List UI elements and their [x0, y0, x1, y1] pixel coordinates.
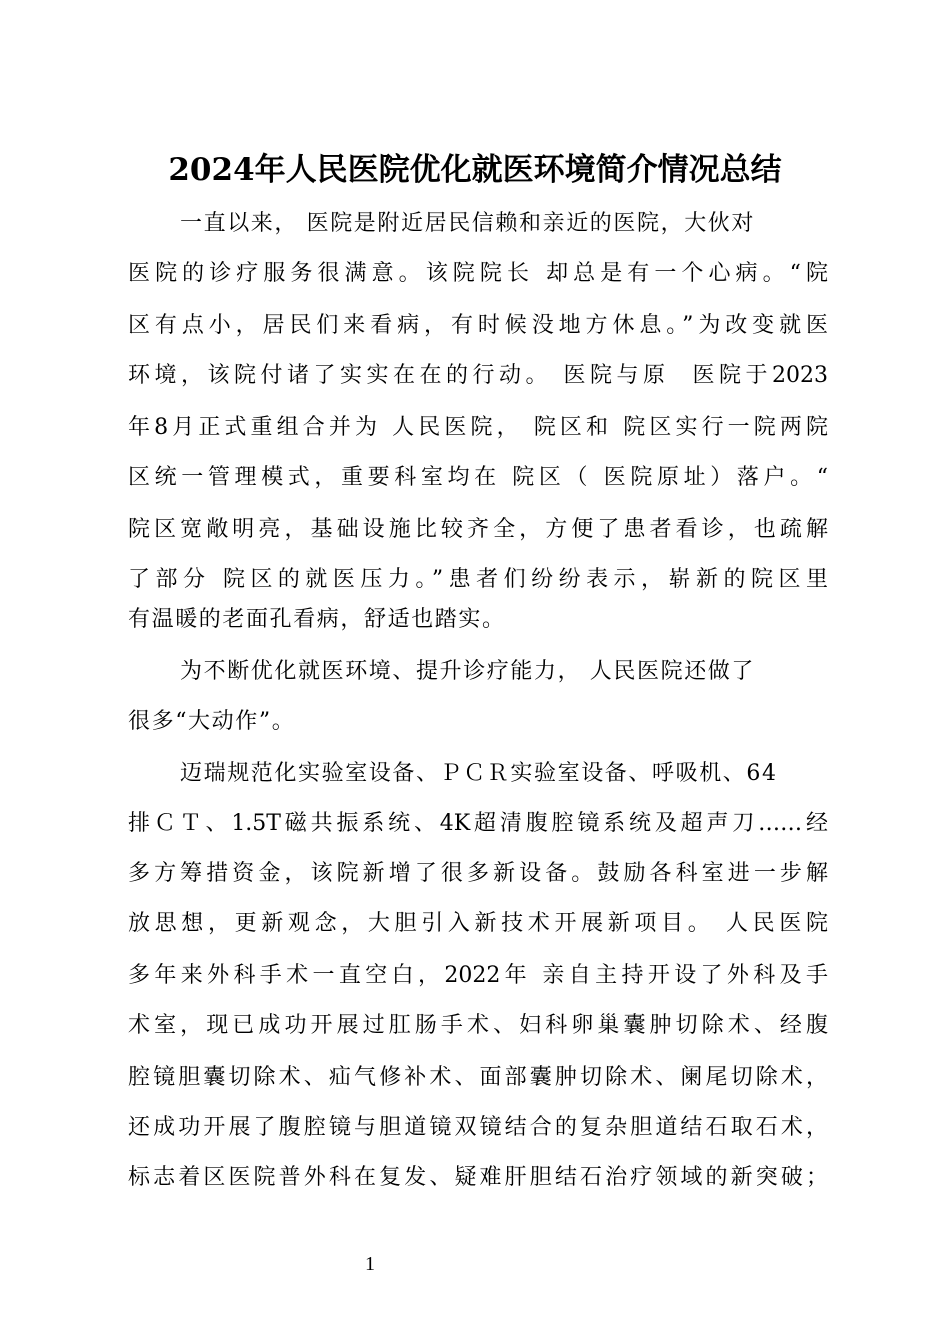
- paragraph-3-line-1: 迈瑞规范化实验室设备、ＰＣＲ实验室设备、呼吸机、64: [180, 761, 778, 786]
- paragraph-1-line-6: 区统一管理模式，重要科室均在 院区（ 医院原址）落户。“: [128, 465, 828, 490]
- paragraph-1-line-5: 年8月正式重组合并为 人民医院， 院区和 院区实行一院两院: [128, 415, 828, 440]
- paragraph-1-line-8: 了部分 院区的就医压力。”患者们纷纷表示，崭新的院区里: [128, 567, 828, 592]
- paragraph-3-line-8: 还成功开展了腹腔镜与胆道镜双镜结合的复杂胆道结石取石术，: [128, 1115, 828, 1140]
- paragraph-3-line-9: 标志着区医院普外科在复发、疑难肝胆结石治疗领域的新突破；: [128, 1165, 828, 1190]
- paragraph-3-line-5: 多年来外科手术一直空白，2022年 亲自主持开设了外科及手: [128, 963, 828, 988]
- paragraph-3-line-3: 多方筹措资金，该院新增了很多新设备。鼓励各科室进一步解: [128, 861, 828, 886]
- paragraph-1-line-4: 环境，该院付诸了实实在在的行动。 医院与原 医院于2023: [128, 363, 828, 388]
- paragraph-1-line-9: 有温暖的老面孔看病，舒适也踏实。: [128, 607, 506, 632]
- page-number: 1: [365, 1253, 375, 1275]
- paragraph-1-line-1: 一直以来， 医院是附近居民信赖和亲近的医院，大伙对: [180, 211, 755, 236]
- paragraph-1-line-7: 院区宽敞明亮，基础设施比较齐全，方便了患者看诊，也疏解: [128, 517, 828, 542]
- paragraph-3-line-4: 放思想，更新观念，大胆引入新技术开展新项目。 人民医院: [128, 911, 828, 936]
- paragraph-3-line-2: 排ＣＴ、1.5T磁共振系统、4K超清腹腔镜系统及超声刀……经: [128, 811, 828, 836]
- document-title: 2024年人民医院优化就医环境简介情况总结: [168, 152, 782, 188]
- paragraph-1-line-2: 医院的诊疗服务很满意。该院院长 却总是有一个心病。“院: [128, 261, 828, 286]
- paragraph-2-line-1: 为不断优化就医环境、提升诊疗能力， 人民医院还做了: [180, 659, 755, 684]
- paragraph-3-line-6: 术室，现已成功开展过肛肠手术、妇科卵巢囊肿切除术、经腹: [128, 1013, 828, 1038]
- paragraph-1-line-3: 区有点小，居民们来看病，有时候没地方休息。”为改变就医: [128, 313, 828, 338]
- paragraph-3-line-7: 腔镜胆囊切除术、疝气修补术、面部囊肿切除术、阑尾切除术，: [128, 1065, 828, 1090]
- paragraph-2-line-2: 很多“大动作”。: [128, 709, 296, 734]
